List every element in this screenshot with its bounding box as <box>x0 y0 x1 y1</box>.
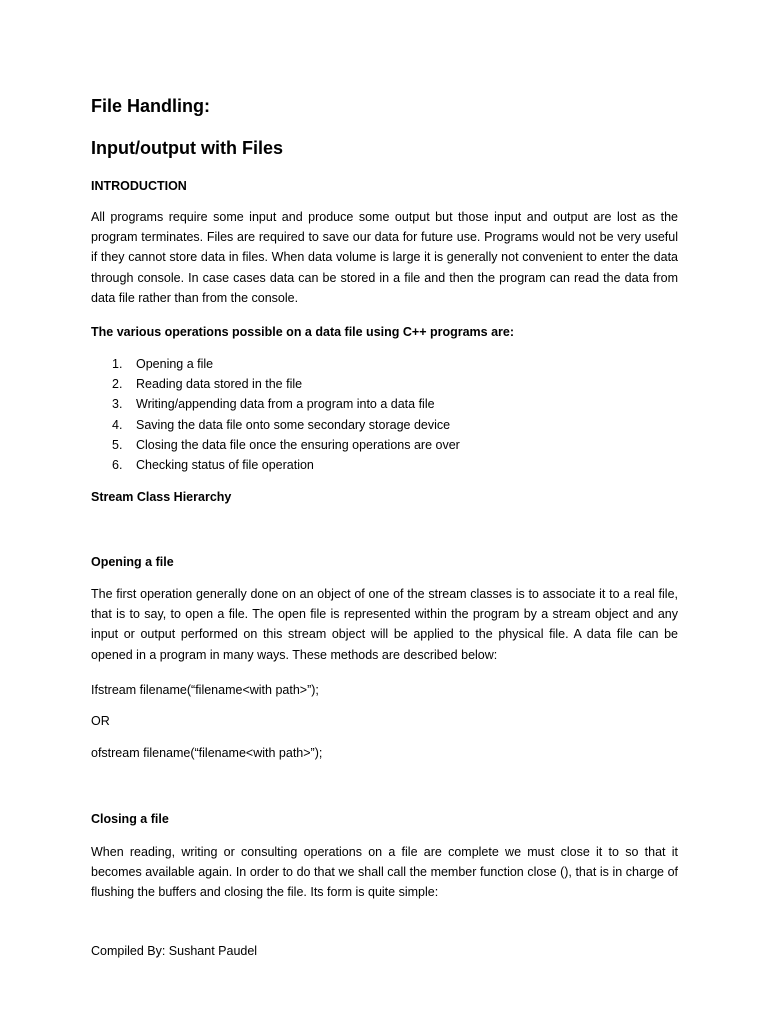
document-title: File Handling: <box>91 96 210 116</box>
intro-heading: INTRODUCTION <box>91 179 187 193</box>
list-item-number: 5. <box>112 437 123 452</box>
intro-paragraph: All programs require some input and produce some output but those input and output are lost as the program terminates. Files are required to save our data for future use. Programs would not be very useful if they cannot store data in files. When data volume is large it is generally not convenient to enter the data through console. In case cases data can be stored in a file and then the program can read the data from data file rather than from the console. <box>91 210 678 305</box>
list-item-number: 6. <box>112 457 123 472</box>
list-item <box>112 435 672 455</box>
list-item-text: Closing the data file once the ensuring operations are over <box>136 437 460 452</box>
opening-paragraph: The first operation generally done on an object of one of the stream classes is to associate it to a real file, that is to say, to open a file. The open file is represented within the program by a stream object and any input or output performed on this stream object will be applied to the physical file. A data file can be opened in a program in many ways. These methods are described below: <box>91 587 678 662</box>
list-item <box>112 374 672 394</box>
list-item-number: 3. <box>112 397 123 412</box>
list-item <box>112 455 672 475</box>
list-item-text: Checking status of file operation <box>136 457 314 472</box>
closing-paragraph: When reading, writing or consulting operations on a file are complete we must close it to so that it becomes available again. In order to do that we shall call the member function close (), that is in charge of flushing the buffers and closing the file. Its form is quite simple: <box>91 845 678 900</box>
stream-class-heading: Stream Class Hierarchy <box>91 490 232 504</box>
list-item-text: Reading data stored in the file <box>136 377 303 392</box>
closing-heading: Closing a file <box>91 812 169 826</box>
ifstream-code: Ifstream filename(“filename<with path>”); <box>91 683 319 697</box>
operations-list <box>112 354 672 475</box>
list-item <box>112 354 672 374</box>
operations-heading: The various operations possible on a data file using C++ programs are: <box>91 325 515 339</box>
list-item <box>112 394 672 414</box>
ofstream-code: ofstream filename(“filename<with path>”); <box>91 746 323 760</box>
footer-credit: Compiled By: Sushant Paudel <box>91 944 258 958</box>
list-item-text: Writing/appending data from a program into a data file <box>136 397 435 412</box>
list-item-number: 4. <box>112 417 123 432</box>
list-item-number: 2. <box>112 377 123 392</box>
or-text: OR <box>91 714 110 728</box>
list-item-number: 1. <box>112 357 123 371</box>
list-item <box>112 415 672 435</box>
document-subtitle: Input/output with Files <box>91 138 283 158</box>
opening-heading: Opening a file <box>91 555 174 569</box>
list-item-text: Saving the data file onto some secondary storage device <box>136 417 451 432</box>
list-item-text: Opening a file <box>136 357 214 371</box>
